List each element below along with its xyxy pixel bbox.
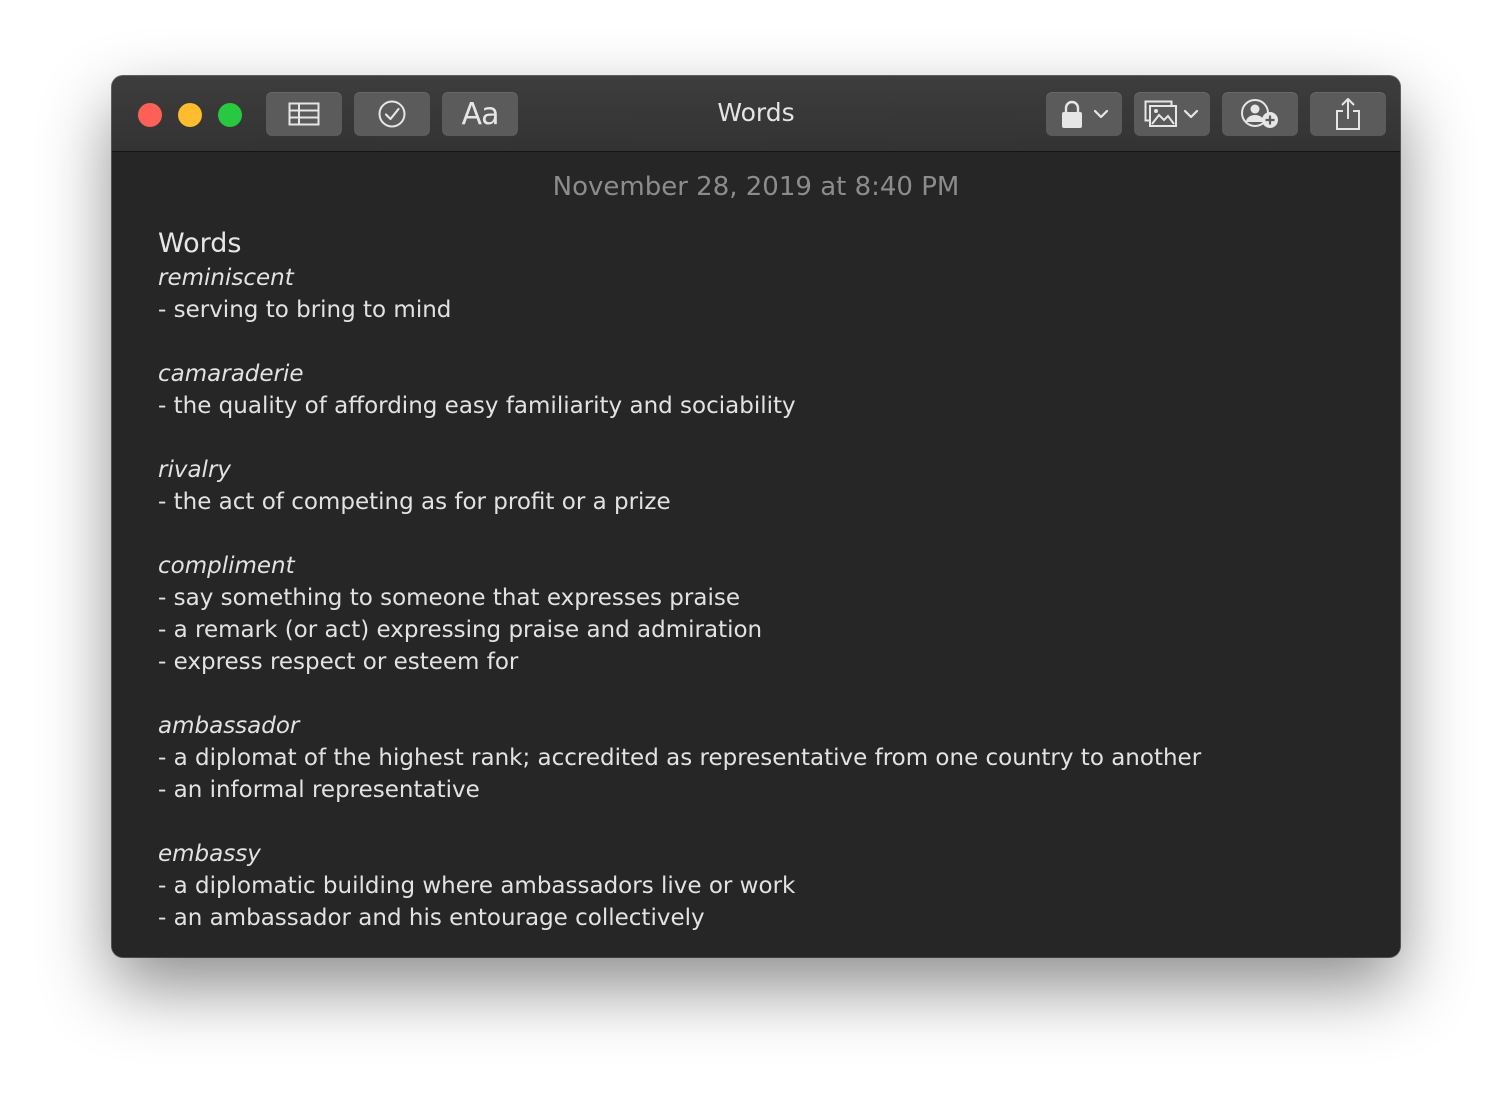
table-button[interactable] bbox=[266, 92, 342, 136]
entry-word: reminiscent bbox=[158, 265, 294, 291]
entry-definition: - say something to someone that expresses praise bbox=[158, 585, 740, 611]
list-item bbox=[158, 710, 1358, 806]
add-people-button[interactable] bbox=[1222, 92, 1298, 136]
lock-icon bbox=[1058, 98, 1086, 130]
zoom-button[interactable] bbox=[218, 103, 242, 127]
note-date: November 28, 2019 at 8:40 PM bbox=[552, 172, 960, 202]
entry-word: ambassador bbox=[158, 713, 300, 739]
entry-definition: - the act of competing as for profit or a prize bbox=[158, 489, 671, 515]
chevron-down-icon bbox=[1092, 108, 1110, 120]
list-item bbox=[158, 454, 1358, 518]
entry-definition: - a diplomat of the highest rank; accredited as representative from one country to another bbox=[158, 745, 1202, 771]
entries-list bbox=[158, 262, 1358, 934]
entry-definition: - serving to bring to mind bbox=[158, 297, 452, 323]
entry-word: compliment bbox=[158, 553, 295, 579]
notes-window bbox=[112, 76, 1400, 957]
note-body[interactable] bbox=[158, 226, 1358, 957]
add-person-icon bbox=[1239, 98, 1281, 130]
entry-definition: - an ambassador and his entourage collectively bbox=[158, 905, 705, 931]
chevron-down-icon bbox=[1182, 108, 1200, 120]
list-item bbox=[158, 838, 1358, 934]
entry-word: rivalry bbox=[158, 457, 232, 483]
title-bar[interactable] bbox=[112, 76, 1400, 152]
format-label: Aa bbox=[461, 96, 499, 132]
close-button[interactable] bbox=[138, 103, 162, 127]
checklist-button[interactable] bbox=[354, 92, 430, 136]
format-button[interactable] bbox=[442, 92, 518, 136]
photo-icon bbox=[1144, 100, 1178, 128]
entry-word: embassy bbox=[158, 841, 261, 867]
lock-button[interactable] bbox=[1046, 92, 1122, 136]
share-icon bbox=[1335, 97, 1361, 131]
note-title: Words bbox=[158, 228, 242, 259]
entry-word: camaraderie bbox=[158, 361, 304, 387]
minimize-button[interactable] bbox=[178, 103, 202, 127]
checklist-icon bbox=[377, 99, 407, 129]
entry-definition: - the quality of affording easy familiarity and sociability bbox=[158, 393, 796, 419]
entry-definition: - express respect or esteem for bbox=[158, 649, 519, 675]
window-title: Words bbox=[717, 98, 795, 127]
entry-definition: - an informal representative bbox=[158, 777, 480, 803]
share-button[interactable] bbox=[1310, 92, 1386, 136]
list-item bbox=[158, 262, 1358, 326]
media-button[interactable] bbox=[1134, 92, 1210, 136]
table-icon bbox=[288, 102, 320, 126]
list-item bbox=[158, 358, 1358, 422]
entry-definition: - a remark (or act) expressing praise and admiration bbox=[158, 617, 763, 643]
entry-definition: - a diplomatic building where ambassadors live or work bbox=[158, 873, 796, 899]
list-item bbox=[158, 550, 1358, 678]
